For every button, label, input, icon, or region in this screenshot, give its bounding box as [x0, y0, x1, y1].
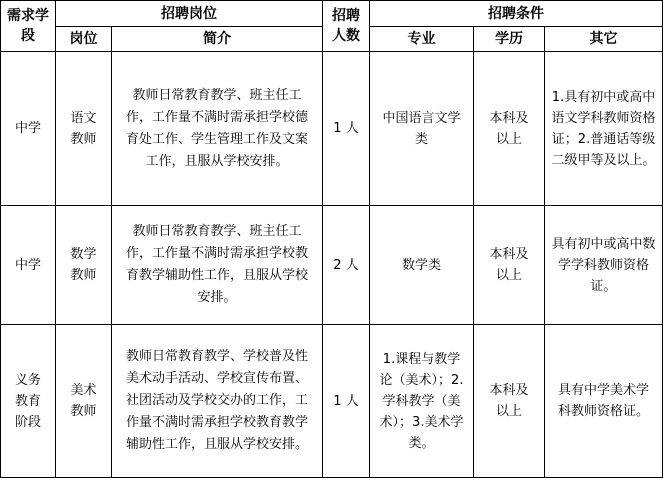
cell-stage: 义务教育阶段: [1, 325, 56, 478]
header-conditions-group: 招聘条件: [370, 1, 663, 27]
header-position-group: 招聘岗位: [56, 1, 323, 27]
table-row: [1, 206, 663, 325]
cell-education: 本科及以上: [474, 325, 545, 478]
table-row: [1, 325, 663, 478]
header-stage: 需求学段: [1, 1, 56, 52]
cell-other: 具有初中或高中数学学科教师资格证。: [545, 206, 663, 325]
cell-intro: 教师日常教育教学、班主任工作，工作量不满时需承担学校德育处工作、学生管理工作及文案工作，且服从学校安排。: [112, 52, 323, 206]
cell-position: 数学教师: [56, 206, 112, 325]
cell-intro: 教师日常教育教学、班主任工作，工作量不满时需承担学校教育教学辅助性工作，且服从学校安排。: [112, 206, 323, 325]
cell-position: 美术教师: [56, 325, 112, 478]
cell-other: 具有中学美术学科教师资格证。: [545, 325, 663, 478]
cell-stage: 中学: [1, 206, 56, 325]
cell-stage: 中学: [1, 52, 56, 206]
cell-major: 中国语言文学类: [370, 52, 474, 206]
table-row: [1, 52, 663, 206]
header-headcount: 招聘人数: [323, 1, 370, 52]
cell-position: 语文教师: [56, 52, 112, 206]
cell-other: 1.具有初中或高中语文学科教师资格证；2.普通话等级二级甲等及以上。: [545, 52, 663, 206]
header-major: 专业: [370, 27, 474, 52]
cell-headcount: 1 人: [323, 325, 370, 478]
header-position: 岗位: [56, 27, 112, 52]
cell-headcount: 1 人: [323, 52, 370, 206]
header-education: 学历: [474, 27, 545, 52]
header-intro: 简介: [112, 27, 323, 52]
cell-major: 数学类: [370, 206, 474, 325]
cell-intro: 教师日常教育教学、学校普及性美术动手活动、学校宣传布置、社团活动及学校交办的工作，工作量不满时需承担学校教育教学辅助性工作，且服从学校安排。: [112, 325, 323, 478]
cell-major: 1.课程与教学论（美术）；2.学科教学（美术）；3.美术学类。: [370, 325, 474, 478]
cell-education: 本科及以上: [474, 206, 545, 325]
cell-education: 本科及以上: [474, 52, 545, 206]
cell-headcount: 2 人: [323, 206, 370, 325]
header-other: 其它: [545, 27, 663, 52]
